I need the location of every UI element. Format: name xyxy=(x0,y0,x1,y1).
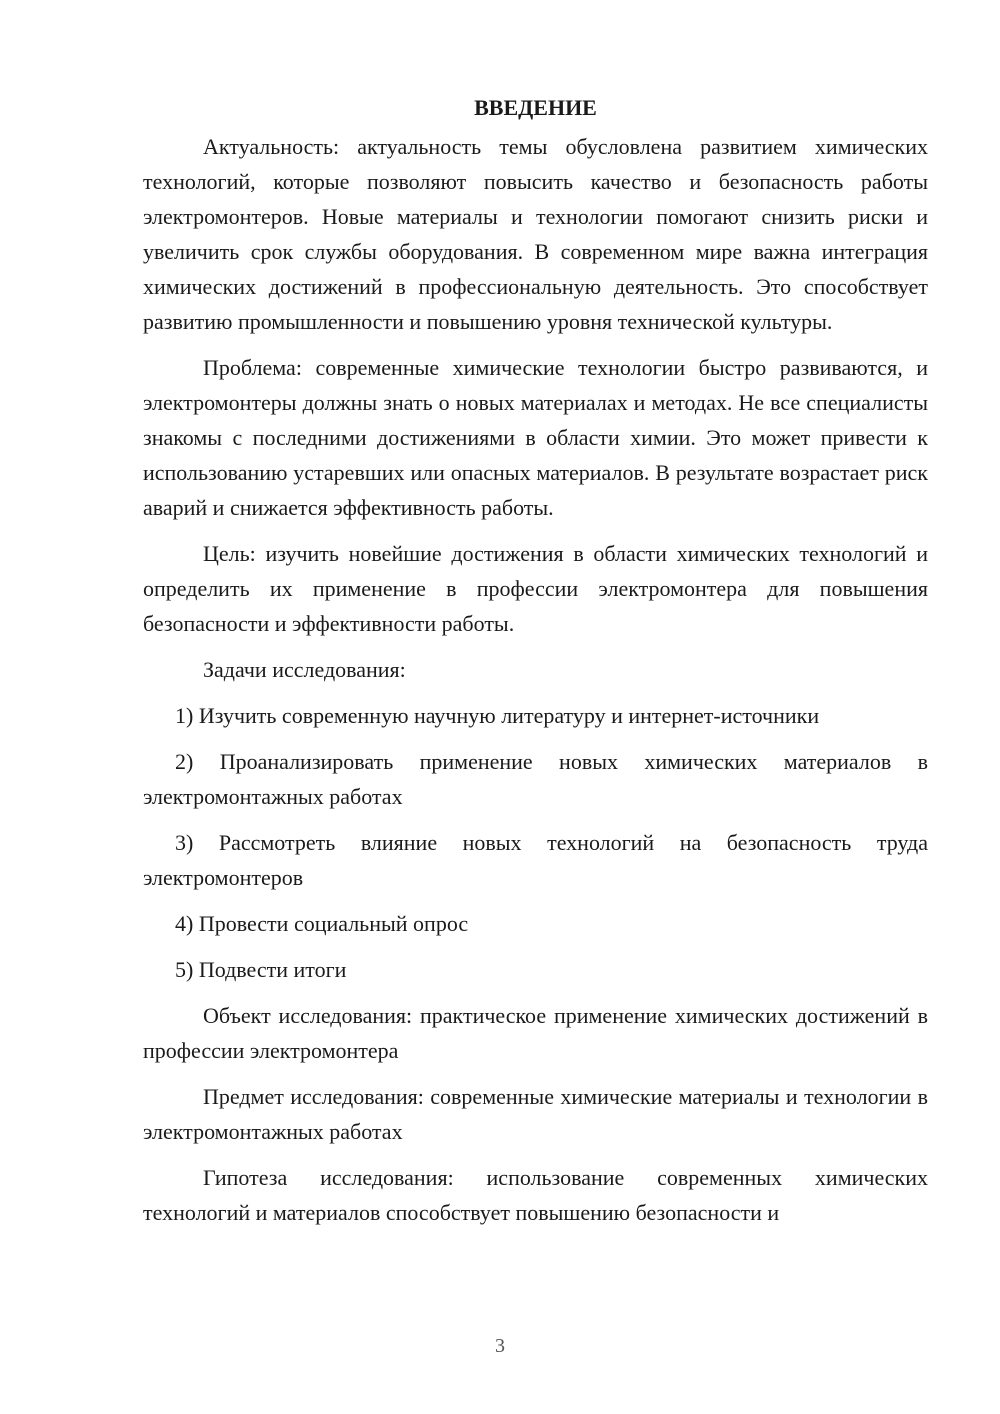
task-item-4: 4) Провести социальный опрос xyxy=(175,911,469,936)
paragraph-subject: Предмет исследования: современные химические материалы и технологии в электромонтажных работах xyxy=(143,1084,928,1144)
paragraph-problem: Проблема: современные химические технологии быстро развиваются, и электромонтеры должны знать о новых материалах и методах. Не все специалисты знакомы с последними достижениями в области химии. Это может привести к использованию устаревших или опасных материалов. В результате возрастает риск аварий и снижается эффективность работы. xyxy=(143,355,928,520)
paragraph-hypothesis: Гипотеза исследования: использование современных химических технологий и материалов способствует повышению безопасности и xyxy=(143,1165,928,1225)
page-number: 3 xyxy=(495,1335,505,1357)
task-item-5: 5) Подвести итоги xyxy=(175,957,347,982)
document-page xyxy=(143,90,928,1241)
paragraph-goal: Цель: изучить новейшие достижения в области химических технологий и определить их применение в профессии электромонтера для повышения безопасности и эффективности работы. xyxy=(143,541,928,636)
paragraph-relevance: Актуальность: актуальность темы обусловлена развитием химических технологий, которые позволяют повысить качество и безопасность работы электромонтеров. Новые материалы и технологии помогают снизить риски и увеличить срок службы оборудования. В современном мире важна интеграция химических достижений в профессиональную деятельность. Это способствует развитию промышленности и повышению уровня технической культуры. xyxy=(143,134,928,334)
section-title: ВВЕДЕНИЕ xyxy=(474,95,597,120)
task-item-3: 3) Рассмотреть влияние новых технологий на безопасность труда электромонтеров xyxy=(143,830,928,890)
paragraph-object: Объект исследования: практическое применение химических достижений в профессии электромонтера xyxy=(143,1003,928,1063)
task-item-2: 2) Проанализировать применение новых химических материалов в электромонтажных работах xyxy=(143,749,928,809)
task-item-1: 1) Изучить современную научную литературу и интернет-источники xyxy=(175,703,820,728)
tasks-heading: Задачи исследования: xyxy=(203,657,406,682)
